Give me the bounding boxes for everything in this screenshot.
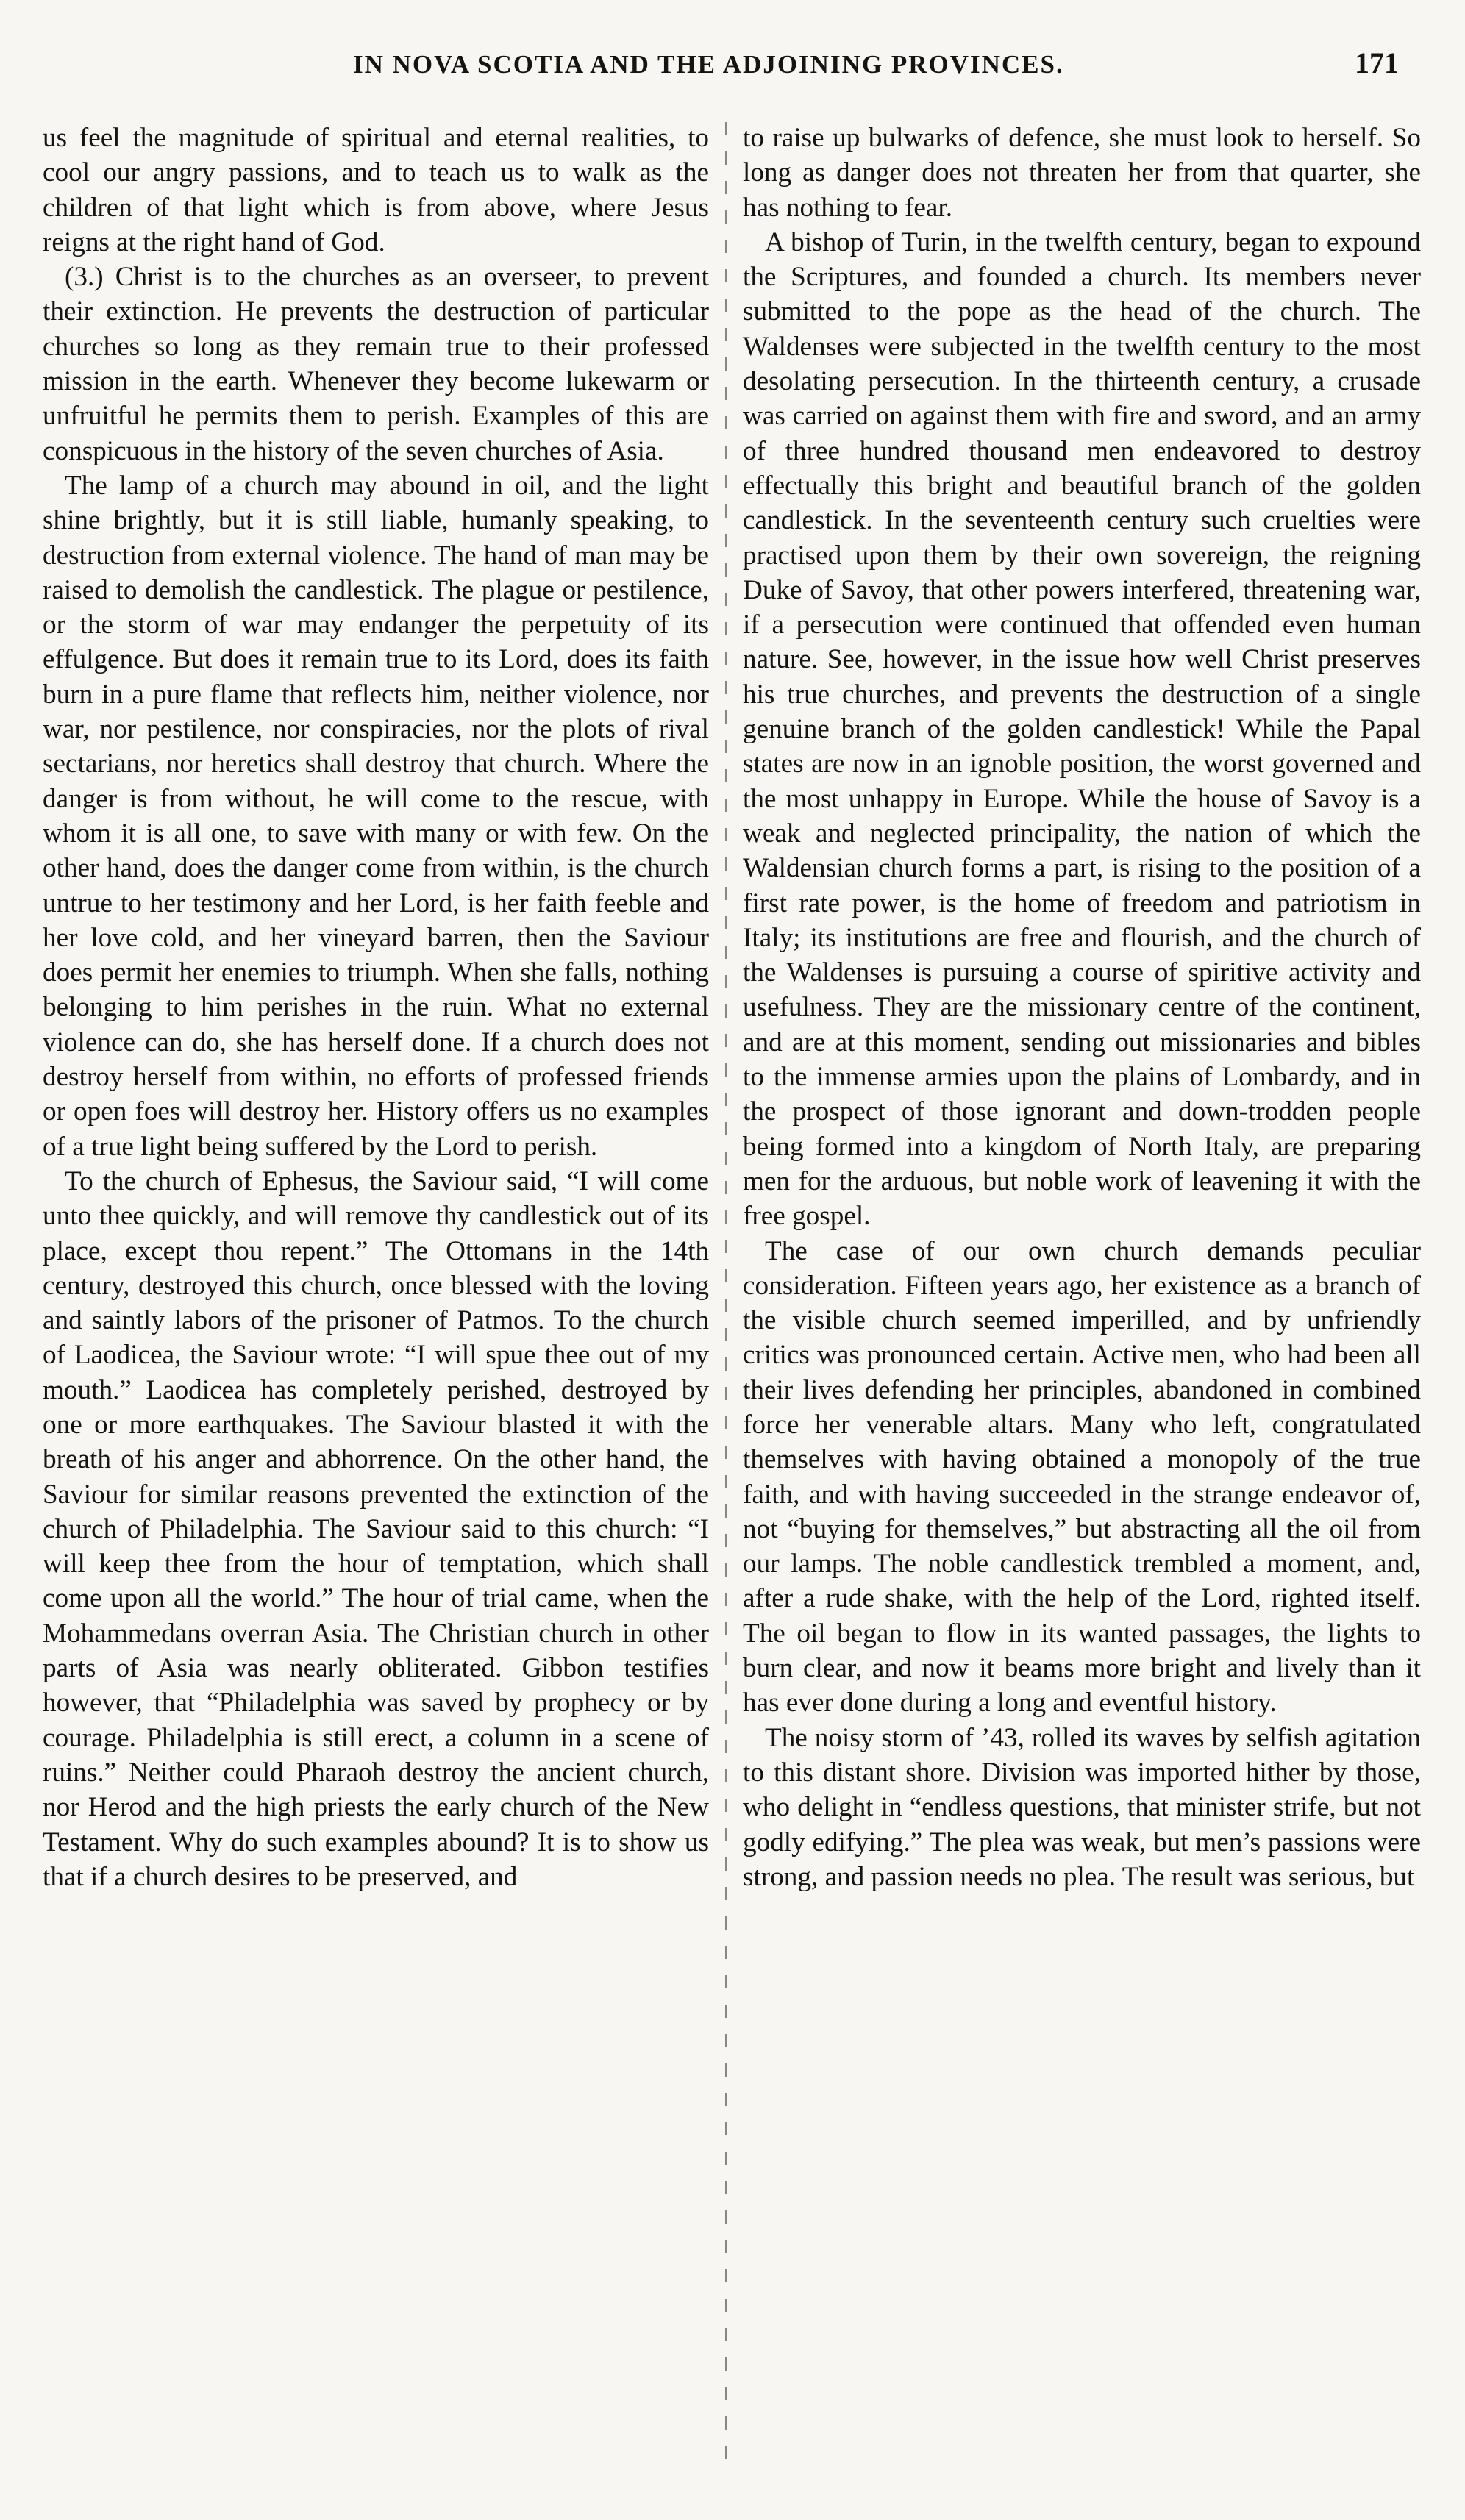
paragraph: To the church of Ephesus, the Saviour said, “I will come unto thee quickly, and will remove thy candlestick out of its place, except thou repent.” The Ottomans in the 14th century, destroyed this church, once blessed with the loving and saintly labors of the prisoner of Patmos. To the church of Laodicea, the Saviour wrote: “I will spue thee out of my mouth.” Laodicea has completely perished, destroyed by one or more earthquakes. The Saviour blasted it with the breath of his anger and abhorrence. On the other hand, the Saviour for similar reasons prevented the extinction of the church of Philadelphia. The Saviour said to this church: “I will keep thee from the hour of temptation, which shall come upon all the world.” The hour of trial came, when the Mohammedans overran Asia. The Christian church in other parts of Asia was nearly obliterated. Gibbon testifies however, that “Philadelphia was saved by prophecy or by courage. Philadelphia is still erect, a column in a scene of ruins.” Neither could Pharaoh destroy the ancient church, nor Herod and the high priests the early church of the New Testament. Why do such examples abound? It is to show us that if a church desires to be preserved, and [43,1166,709,1892]
right-column [743,121,1421,1894]
paragraph: (3.) Christ is to the churches as an overseer, to prevent their extinction. He prevents the destruction of particular churches so long as they remain true to their professed mission in the earth. Whenever they become lukewarm or unfruitful he permits them to perish. Examples of this are conspicuous in the history of the seven churches of Asia. [43,262,709,466]
paragraph: The lamp of a church may abound in oil, and the light shine brightly, but it is still liable, humanly speaking, to destruction from external violence. The hand of man may be raised to demolish the candlestick. The plague or pestilence, or the storm of war may endanger the perpetuity of its effulgence. But does it remain true to its Lord, does its faith burn in a pure flame that reflects him, neither violence, nor war, nor pestilence, nor conspiracies, nor the plots of rival sectarians, nor heretics shall destroy that church. Where the danger is from without, he will come to the rescue, with whom it is all one, to save with many or with few. On the other hand, does the danger come from within, is the church untrue to her testimony and her Lord, is her faith feeble and her love cold, and her vineyard barren, then the Saviour does permit her enemies to triumph. When she falls, nothing belonging to him perishes in the ruin. What no external violence can do, she has herself done. If a church does not destroy herself from within, no efforts of professed friends or open foes will destroy her. History offers us no examples of a true light being suffered by the Lord to perish. [43,470,709,1162]
left-column [43,121,709,1894]
column-divider [725,122,727,2460]
page-number: 171 [1355,46,1399,79]
paragraph: The noisy storm of ’43, rolled its waves by selfish agitation to this distant shore. Division was imported hither by those, who delight in “endless questions, that minister strife, but not godly edifying.” The plea was weak, but men’s passions were strong, and passion needs no plea. The result was serious, but [743,1722,1421,1892]
paragraph: The case of our own church demands peculiar consideration. Fifteen years ago, her existence as a branch of the visible church seemed imperilled, and by unfriendly critics was pronounced certain. Active men, who had been all their lives defending her principles, abandoned in combined force her venerable altars. Many who left, congratulated themselves with having obtained a monopoly of the true faith, and with having succeeded in the strange endeavor of, not “buying for themselves,” but abstracting all the oil from our lamps. The noble candlestick trembled a moment, and, after a rude shake, with the help of the Lord, righted itself. The oil began to flow in its wanted passages, the lights to burn clear, and now it beams more bright and lively than it has ever done during a long and eventful history. [743,1235,1421,1718]
page-header [44,46,1421,94]
paragraph: us feel the magnitude of spiritual and eternal realities, to cool our angry passions, and to teach us to walk as the children of that light which is from above, where Jesus reigns at the right hand of God. [43,123,709,257]
running-head: IN NOVA SCOTIA AND THE ADJOINING PROVINCES. [353,50,1064,79]
paragraph: to raise up bulwarks of defence, she must look to herself. So long as danger does not threaten her from that quarter, she has nothing to fear. [743,123,1421,223]
paragraph: A bishop of Turin, in the twelfth century, began to expound the Scriptures, and founded a church. Its members never submitted to the pope as the head of the church. The Waldenses were subjected in the twelfth century to the most desolating persecution. In the thirteenth century, a crusade was carried on against them with fire and sword, and an army of three hundred thousand men endeavored to destroy effectually this bright and beautiful branch of the golden candlestick. In the seventeenth century such cruelties were practised upon them by their own sovereign, the reigning Duke of Savoy, that other powers interfered, threatening war, if a persecution were continued that offended even human nature. See, however, in the issue how well Christ preserves his true churches, and prevents the destruction of a single genuine branch of the golden candlestick! While the Papal states are now in an ignoble position, the worst governed and the most unhappy in Europe. While the house of Savoy is a weak and neglected principality, the nation of which the Waldensian church forms a part, is rising to the position of a first rate power, is the home of freedom and patriotism in Italy; its institutions are free and flourish, and the church of the Waldenses is pursuing a course of spiritive activity and usefulness. They are the missionary centre of the continent, and are at this moment, sending out missionaries and bibles to the immense armies upon the plains of Lombardy, and in the prospect of those ignorant and down-trodden people being formed into a kingdom of North Italy, are preparing men for the arduous, but noble work of leavening it with the free gospel. [743,226,1421,1232]
